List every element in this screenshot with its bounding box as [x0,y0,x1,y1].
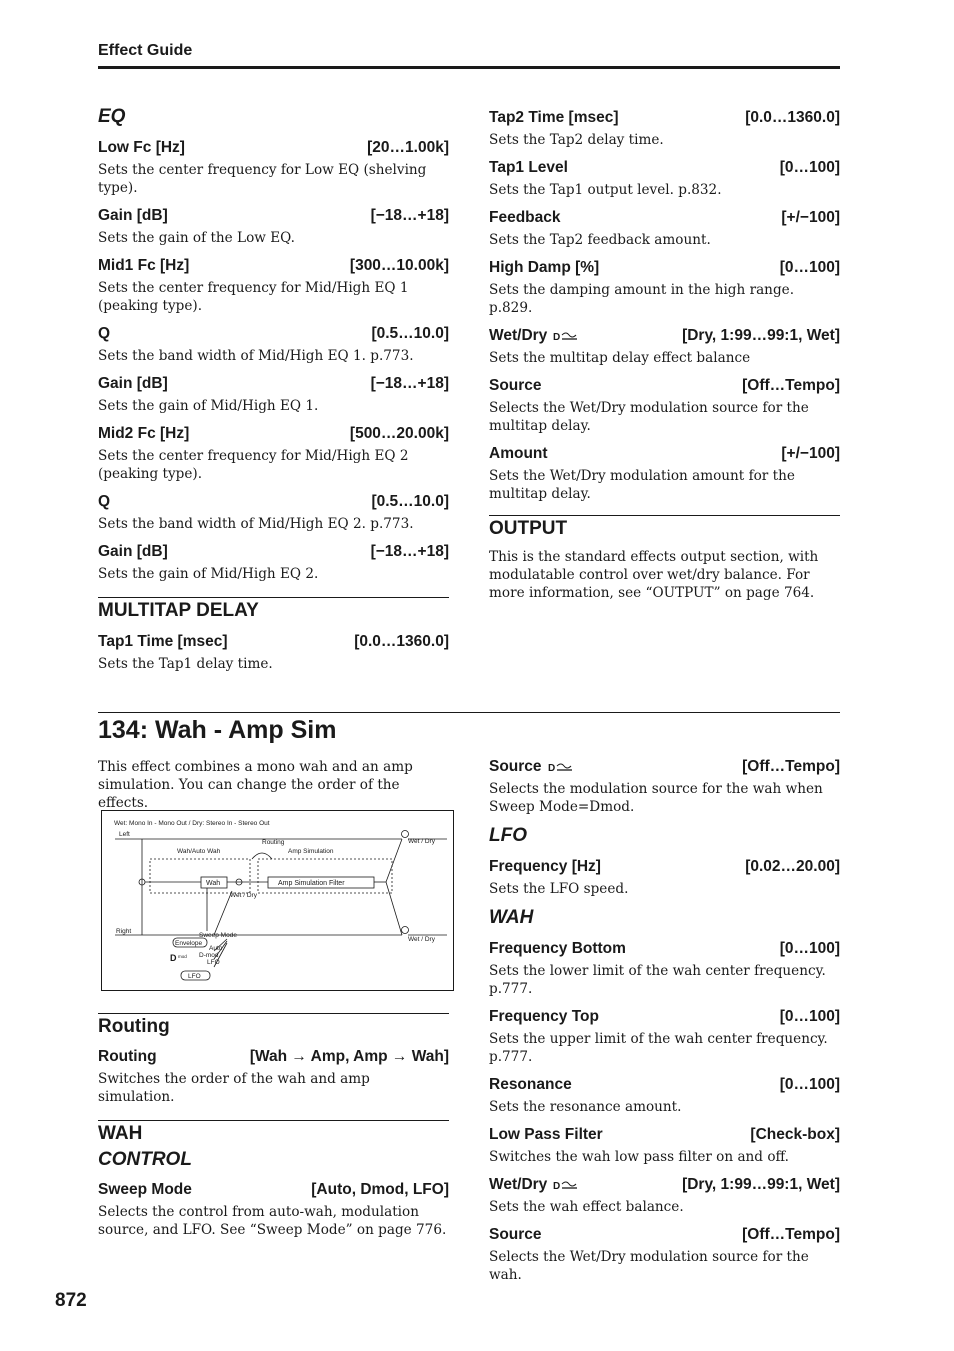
svg-text:D: D [553,1181,561,1191]
bottom-left-params [98,1013,449,1248]
param-block [489,939,840,998]
param-name [98,374,168,394]
param-row [98,1047,449,1067]
diagram-lfo-label: LFO [207,959,220,966]
param-name-text: Mid1 Fc [Hz] [98,257,190,274]
param-range: [+/−100] [781,209,840,226]
param-row [98,542,449,562]
param-description: Sets the Tap2 delay time. [489,132,664,148]
param-row [98,256,449,276]
param-row [489,208,840,228]
diagram-wetdry-bottom: Wet / Dry [408,936,435,943]
multitap-heading: MULTITAP DELAY [98,597,449,622]
param-description: Selects the modulation source for the wah when Sweep Mode=Dmod. [489,781,823,815]
param-name [98,492,110,512]
param-block [489,1007,840,1066]
param-range: [0.5…10.0] [371,325,449,342]
param-name [98,1047,157,1067]
param-name [489,444,548,464]
param-name-text: Sweep Mode [98,1181,192,1198]
param-name-text: Source [489,758,542,775]
param-name [489,108,619,128]
wah-heading-right: WAH [489,907,534,928]
eq-param-list [98,138,449,583]
param-row [489,376,840,396]
param-block [489,326,840,367]
param-row [489,108,840,128]
param-name [489,1225,542,1245]
param-range: [0…100] [779,940,840,957]
param-row [98,632,449,652]
param-name [489,326,579,346]
param-block [98,206,449,247]
diagram-header: Wet: Mono In - Mono Out / Dry: Stereo In - Stereo Out [114,820,270,827]
param-row [98,374,449,394]
param-range: [0.0…1360.0] [354,633,449,650]
param-name-text: Q [98,493,111,510]
param-range: [0.02…20.00] [745,858,840,875]
param-block [98,324,449,365]
diagram-dmod-label: D-mod [199,952,219,959]
param-block [489,258,840,317]
param-block [489,757,840,816]
param-description: Switches the wah low pass filter on and off. [489,1149,789,1165]
param-description: Sets the center frequency for Low EQ (shelving type). [98,162,427,196]
param-name [98,138,185,158]
param-block [98,542,449,583]
param-range: [Dry, 1:99…99:1, Wet] [682,327,840,344]
param-name [98,206,168,226]
dmod-icon [553,1179,579,1191]
param-name-text: Tap1 Level [489,159,568,176]
param-range: [0…100] [779,259,840,276]
param-block [489,1175,840,1216]
param-description: Sets the gain of Mid/High EQ 2. [98,566,319,582]
param-description: Selects the Wet/Dry modulation source for the wah. [489,1249,809,1283]
param-range: [Dry, 1:99…99:1, Wet] [682,1176,840,1193]
param-description: Sets the upper limit of the wah center frequency. p.777. [489,1031,828,1065]
param-range: [Off…Tempo] [742,758,840,775]
param-description: Sets the multitap delay effect balance [489,350,751,366]
diagram-sweep-mode-label: Sweep Mode [199,932,237,939]
param-block [98,138,449,197]
param-description: Switches the order of the wah and amp simulation. [98,1071,370,1105]
param-description: Selects the Wet/Dry modulation source for the multitap delay. [489,400,809,434]
param-range: [0…100] [779,1008,840,1025]
diagram-wetdry-mid: Wet / Dry [230,892,257,899]
param-description: Sets the Tap2 feedback amount. [489,232,711,248]
source-param-list [489,757,840,816]
diagram-routing-label: Routing [262,839,285,846]
diagram-right-label: Right [116,928,132,935]
param-row [489,158,840,178]
param-range: [Off…Tempo] [742,377,840,394]
top-right-column [489,108,840,602]
param-row [98,324,449,344]
header-rule [98,66,840,69]
param-name-text: Wet/Dry [489,327,548,344]
param-block [98,1047,449,1106]
param-row [489,444,840,464]
param-name-text: Amount [489,445,548,462]
lfo-heading: LFO [489,825,527,846]
param-name [489,857,601,877]
param-block [98,256,449,315]
param-description: Sets the Wet/Dry modulation amount for the multitap delay. [489,468,795,502]
param-row [489,1125,840,1145]
top-left-column [98,106,449,682]
param-row [98,1180,449,1200]
param-row [489,1075,840,1095]
param-name [489,376,542,396]
param-block [489,857,840,898]
diagram-envelope-box: Envelope [175,940,203,947]
param-range: [0.0…1360.0] [745,109,840,126]
param-name-text: Feedback [489,209,561,226]
param-description: Sets the center frequency for Mid/High EQ 1 (peaking type). [98,280,409,314]
param-description: Sets the band width of Mid/High EQ 1. p.773. [98,348,414,364]
diagram-wah-auto-label: Wah/Auto Wah [177,848,221,855]
param-description: Selects the control from auto-wah, modulation source, and LFO. See “Sweep Mode” on page 776. [98,1204,447,1238]
param-block [98,1180,449,1239]
param-row [489,258,840,278]
param-name-text: Frequency Bottom [489,940,626,957]
output-heading: OUTPUT [489,515,840,540]
param-description: Sets the Tap1 output level. p.832. [489,182,722,198]
param-row [489,1225,840,1245]
param-name-text: Gain [dB] [98,543,168,560]
param-range: [Check-box] [750,1126,840,1143]
bottom-left-column [98,758,449,812]
param-name-text: Tap2 Time [msec] [489,109,619,126]
param-range: [Wah → Amp, Amp → Wah] [249,1048,449,1065]
param-row [98,492,449,512]
svg-text:D: D [553,332,561,342]
param-name-text: Source [489,1226,542,1243]
param-row [98,424,449,444]
param-name [489,208,561,228]
param-name-text: Gain [dB] [98,375,168,392]
param-block [489,444,840,503]
diagram-mod-symbol: mod [178,954,187,959]
param-block [98,374,449,415]
wah-heading-left: WAH [98,1120,449,1145]
param-name [489,1007,599,1027]
multitap-param-list-cont [489,108,840,503]
param-range: [500…20.00k] [349,425,449,442]
param-block [489,376,840,435]
diagram-left-label: Left [119,831,130,838]
param-row [489,757,840,777]
running-header: Effect Guide [98,42,193,59]
param-row [489,1007,840,1027]
param-row [489,1175,840,1195]
effect-rule [98,712,840,713]
diagram-lfo-box: LFO [188,973,201,980]
param-name [489,757,574,777]
param-range: [−18…+18] [370,543,449,560]
param-row [98,138,449,158]
param-name-text: Low Pass Filter [489,1126,603,1143]
param-row [489,939,840,959]
param-name-text: Gain [dB] [98,207,168,224]
param-block [489,1225,840,1284]
diagram-d-symbol: D [170,953,177,963]
param-description: Sets the resonance amount. [489,1099,682,1115]
param-block [489,158,840,199]
param-description: Sets the damping amount in the high range. p.829. [489,282,795,316]
param-block [98,424,449,483]
param-range: [0…100] [779,1076,840,1093]
param-name-text: High Damp [%] [489,259,600,276]
effect-intro: This effect combines a mono wah and an amp simulation. You can change the order of the effects. [98,759,413,811]
param-block [489,1125,840,1166]
param-row [489,326,840,346]
param-range: [0.5…10.0] [371,493,449,510]
wah-param-list [489,939,840,1284]
diagram-amp-filter-box: Amp Simulation Filter [278,880,345,887]
param-name [489,1175,579,1195]
param-range: [20…1.00k] [367,139,449,156]
block-diagram [101,810,454,991]
param-range: [0…100] [779,159,840,176]
param-name [98,424,189,444]
param-description: Sets the Tap1 delay time. [98,656,273,672]
bottom-right-column [489,757,840,1293]
eq-heading: EQ [98,106,126,127]
param-range: [−18…+18] [370,207,449,224]
control-param-list [98,1180,449,1239]
param-description: Sets the lower limit of the wah center frequency. p.777. [489,963,826,997]
param-description: Sets the gain of Mid/High EQ 1. [98,398,319,414]
param-block [489,208,840,249]
param-name-text: Wet/Dry [489,1176,548,1193]
param-name [98,324,110,344]
svg-text:D: D [547,763,555,773]
param-name [489,1075,572,1095]
param-block [489,1075,840,1116]
param-name-text: Tap1 Time [msec] [98,633,228,650]
param-block [98,632,449,673]
param-name [98,1180,192,1200]
param-description: Sets the LFO speed. [489,881,629,897]
param-description: Sets the gain of the Low EQ. [98,230,295,246]
multitap-param-list [98,632,449,673]
param-range: [300…10.00k] [349,257,449,274]
param-name-text: Frequency [Hz] [489,858,601,875]
param-name-text: Routing [98,1048,157,1065]
param-name [98,256,189,276]
routing-param-list [98,1047,449,1106]
param-name [489,158,568,178]
output-description: This is the standard effects output section, with modulatable control over wet/dry balance. For more information, see “OUTPUT” on page 764. [489,549,819,601]
diagram-auto-label: Auto [209,945,223,952]
param-name-text: Resonance [489,1076,572,1093]
param-name-text: Mid2 Fc [Hz] [98,425,190,442]
param-name [489,939,626,959]
param-range: [+/−100] [781,445,840,462]
routing-heading: Routing [98,1013,449,1038]
param-description: Sets the wah effect balance. [489,1199,684,1215]
page-number: 872 [55,1290,87,1311]
param-range: [Auto, Dmod, LFO] [311,1181,449,1198]
control-heading: CONTROL [98,1149,192,1170]
param-name [98,632,228,652]
param-row [489,857,840,877]
effect-title: 134: Wah - Amp Sim [98,716,337,744]
param-name [98,542,168,562]
param-description: Sets the band width of Mid/High EQ 2. p.773. [98,516,414,532]
param-row [98,206,449,226]
param-range: [Off…Tempo] [742,1226,840,1243]
param-block [489,108,840,149]
param-name-text: Q [98,325,111,342]
param-name-text: Source [489,377,542,394]
diagram-wetdry-top: Wet / Dry [408,838,435,845]
param-name [489,1125,603,1145]
param-name-text: Frequency Top [489,1008,599,1025]
param-description: Sets the center frequency for Mid/High EQ 2 (peaking type). [98,448,409,482]
param-name-text: Low Fc [Hz] [98,139,185,156]
diagram-wah-box: Wah [206,880,221,887]
dmod-icon [553,330,579,342]
param-range: [−18…+18] [370,375,449,392]
dmod-icon [548,761,574,773]
lfo-param-list [489,857,840,898]
diagram-amp-sim-label: Amp Simulation [288,848,334,855]
param-name [489,258,599,278]
param-block [98,492,449,533]
